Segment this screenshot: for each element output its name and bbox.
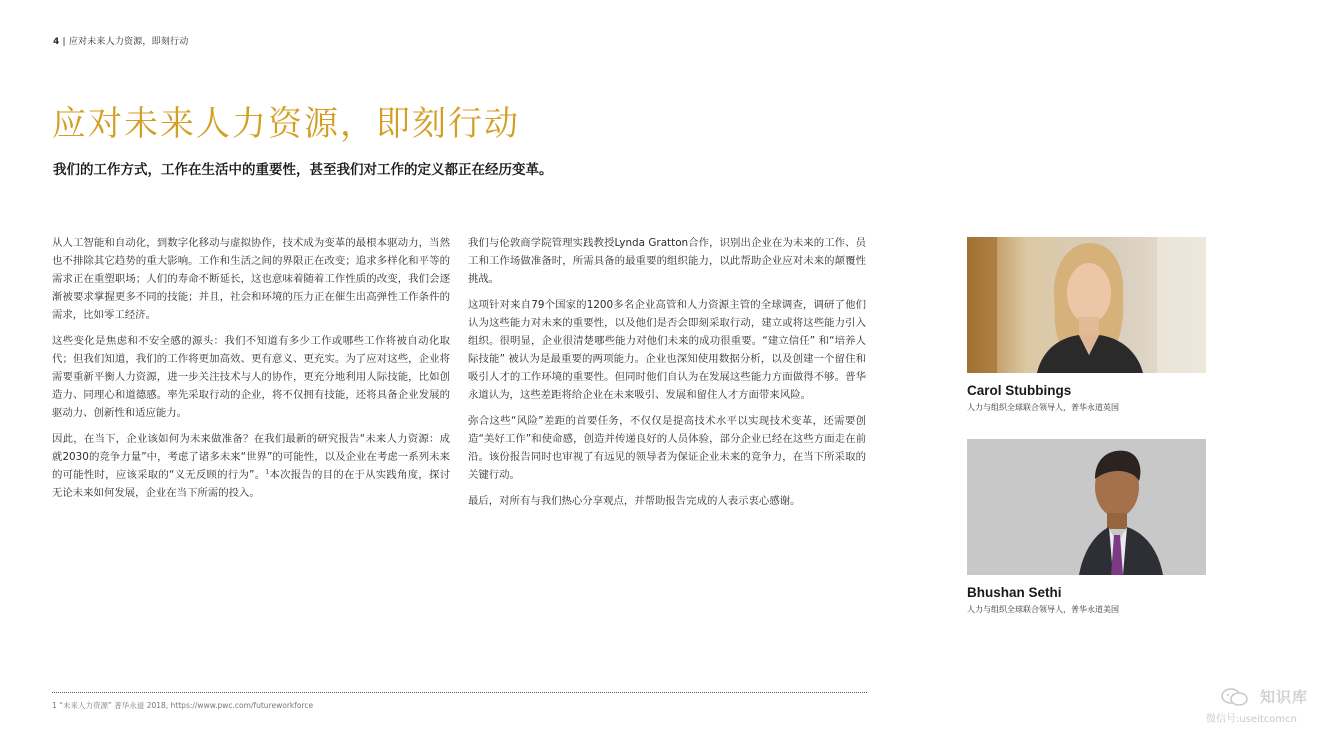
person-role-1: 人力与组织全球联合领导人，普华永道英国	[967, 403, 1119, 412]
footnote-divider	[52, 692, 867, 693]
footnote: 1 “未来人力资源” 普华永道 2018, https://www.pwc.com/futureworkforce	[52, 701, 314, 710]
footnote-ref[interactable]: 1	[265, 468, 270, 476]
wechat-icon	[1220, 687, 1250, 711]
middle-paragraph-3: 弥合这些“风险”差距的首要任务，不仅仅是提高技术水平以实现技术变革，还需要创造“美好工作”和使命感，创造并传递良好的人员体验，部分企业已经在这些方面走在前沿。该份报告同时也审视了有远见的领导者为保证企业未来的竞争力，在当下所采取的关键行动。	[468, 415, 866, 481]
page-number: 4	[53, 37, 60, 47]
portrait-photo-carol	[967, 237, 1206, 373]
running-title: 应对未来人力资源，即刻行动	[68, 37, 189, 47]
left-column	[52, 234, 450, 510]
watermark	[1204, 686, 1316, 726]
left-paragraph-3-tail: 本次报告的目的在于从实践角度，探讨无论未来如何发展，企业在当下所需的投入。	[52, 469, 451, 499]
middle-paragraph-2: 这项针对来自79个国家的1200多名企业高管和人力资源主管的全球调查，调研了他们认为这些能力对未来的重要性，以及他们是否会即刻采取行动，建立或将这些能力引入组织。很明显，企业很清楚哪些能力对他们未来的成功很重要。“建立信任” 和“培养人际技能” 被认为是最重要的两项能力。企业也深知使用数据分析，以及创建一个留住和吸引人才的工作环境的重要性。但同时他们自认为在发展这些能力方面做得不够。普华永道认为，这些差距将给企业在未来吸引、发展和留住人才方面带来风险。	[468, 299, 866, 401]
running-header	[53, 34, 188, 47]
person-name-1: Carol Stubbings	[967, 383, 1072, 398]
watermark-top	[1204, 686, 1316, 708]
left-paragraph-1: 从人工智能和自动化，到数字化移动与虚拟协作，技术成为变革的最根本驱动力，当然也不排除其它趋势的重大影响。工作和生活之间的界限正在改变；追求多样化和平等的需求正在重塑职场；人们的寿命不断延长，这也意味着随着工作性质的改变，我们会逐渐被要求掌握更多不同的技能；并且，社会和环境的压力正在催生出高弹性工作条件的需求，比如零工经济。	[52, 237, 450, 321]
page-subtitle: 我们的工作方式，工作在生活中的重要性，甚至我们对工作的定义都正在经历变革。	[53, 162, 553, 178]
person-role-2: 人力与组织全球联合领导人，普华永道美国	[967, 605, 1119, 614]
middle-paragraph-1: 我们与伦敦商学院管理实践教授Lynda Gratton合作，识别出企业在为未来的工作、员工和工作场做准备时，所需具备的最重要的组织能力，以此帮助企业应对未来的颠覆性挑战。	[468, 237, 866, 285]
watermark-subtext: 微信号:useitcomcn	[1206, 714, 1297, 725]
left-paragraph-3	[52, 430, 450, 502]
person-name-2: Bhushan Sethi	[967, 585, 1062, 600]
header-separator: |	[62, 37, 66, 47]
middle-paragraph-4: 最后，对所有与我们热心分享观点，并帮助报告完成的人表示衷心感谢。	[468, 495, 801, 507]
middle-column	[468, 234, 866, 518]
left-paragraph-3-main: 因此，在当下，企业该如何为未来做准备？在我们最新的研究报告“未来人力资源：成就2030的竞争力量”中，考虑了诸多未来“世界”的可能性，以及企业在考虑一系列未来的可能性时，应该采取的“义无反顾的行为”。	[52, 433, 450, 481]
left-paragraph-2: 这些变化是焦虑和不安全感的源头：我们不知道有多少工作或哪些工作将被自动化取代；但我们知道，我们的工作将更加高效、更有意义、更充实。为了应对这些，企业将需要重新平衡人力资源，进一步关注技术与人的协作，更充分地利用人际技能，比如创造力、同理心和道德感。率先采取行动的企业，将不仅拥有技能，还将具备企业发展的驱动力、创新性和适应能力。	[52, 335, 450, 419]
watermark-brand: 知识库	[1260, 688, 1309, 706]
portrait-photo-bhushan	[967, 439, 1206, 575]
page-title: 应对未来人力资源，即刻行动	[52, 104, 520, 144]
